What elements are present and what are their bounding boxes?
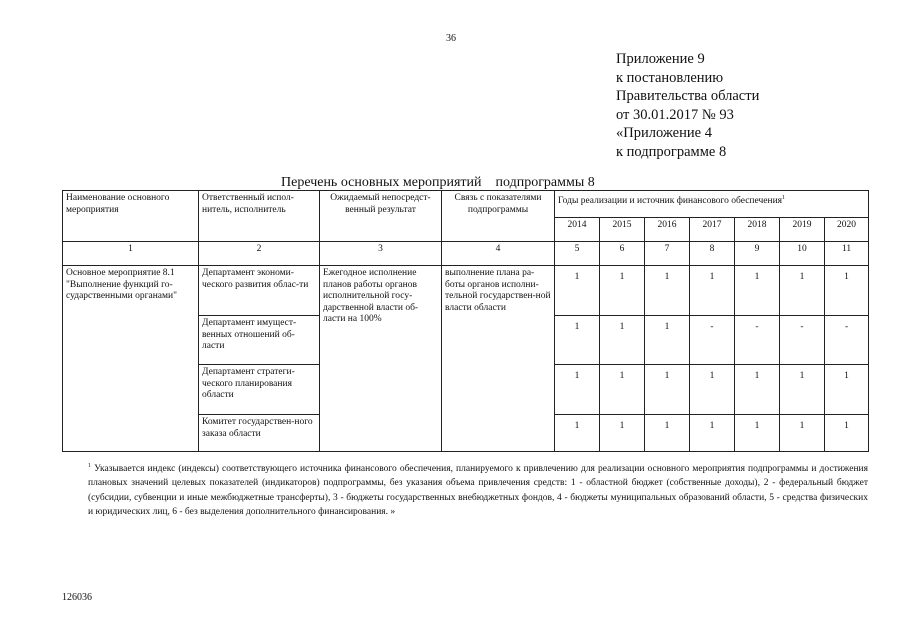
column-number: 5 (555, 242, 600, 266)
appendix-line: Правительства области (616, 88, 760, 104)
page-number: 36 (446, 33, 456, 44)
header-name: Наименование основного мероприятия (63, 191, 199, 242)
appendix-line: от 30.01.2017 № 93 (616, 106, 734, 123)
column-number: 10 (780, 242, 825, 266)
value-cell: 1 (690, 266, 735, 316)
column-number: 11 (825, 242, 869, 266)
value-cell: 1 (600, 415, 645, 452)
executor-cell: Департамент имущест-венных отношений об-ласти (199, 316, 320, 365)
year-header: 2014 (555, 218, 600, 242)
footnote-marker: 1 (88, 463, 91, 469)
column-number: 9 (735, 242, 780, 266)
footnote (62, 459, 868, 519)
value-cell: - (735, 316, 780, 365)
header-years-group (555, 191, 869, 218)
value-cell: 1 (555, 415, 600, 452)
year-header: 2018 (735, 218, 780, 242)
footnote-ref: 1 (782, 195, 786, 201)
value-cell: 1 (645, 415, 690, 452)
year-header: 2020 (825, 218, 869, 242)
appendix-line: к подпрограмме 8 (616, 143, 727, 160)
year-header: 2015 (600, 218, 645, 242)
value-cell: 1 (690, 415, 735, 452)
year-header: 2017 (690, 218, 735, 242)
appendix-header (616, 50, 759, 161)
value-cell: 1 (825, 365, 869, 415)
value-cell: 1 (645, 316, 690, 365)
table-row (63, 266, 869, 316)
value-cell: 1 (555, 316, 600, 365)
value-cell: - (780, 316, 825, 365)
expected-result: Ежегодное исполнение планов работы органов исполнительной госу-дарственной власти об-ласти на 100% (320, 266, 442, 452)
column-number: 1 (63, 242, 199, 266)
column-number: 6 (600, 242, 645, 266)
year-header: 2016 (645, 218, 690, 242)
measure-name: Основное мероприятие 8.1 "Выполнение функций го-сударственными органами" (63, 266, 199, 452)
value-cell: 1 (780, 415, 825, 452)
column-number: 8 (690, 242, 735, 266)
value-cell: 1 (735, 365, 780, 415)
value-cell: 1 (690, 365, 735, 415)
appendix-line: к постановлению (616, 69, 724, 86)
document-code: 126036 (62, 592, 92, 603)
value-cell: 1 (780, 365, 825, 415)
header-result: Ожидаемый непосредст-венный результат (320, 191, 442, 242)
value-cell: 1 (735, 266, 780, 316)
value-cell: - (825, 316, 869, 365)
executor-cell: Комитет государствен-ного заказа области (199, 415, 320, 452)
value-cell: 1 (780, 266, 825, 316)
column-number: 4 (442, 242, 555, 266)
header-years-group-label: Годы реализации и источник финансового обеспечения (558, 196, 783, 207)
value-cell: 1 (645, 266, 690, 316)
column-number: 3 (320, 242, 442, 266)
value-cell: 1 (600, 316, 645, 365)
header-link: Связь с показателями подпрограммы (442, 191, 555, 242)
indicator-link: выполнение плана ра-боты органов исполни-тельной государствен-ной власти области (442, 266, 555, 452)
header-executor: Ответственный испол-нитель, исполнитель (199, 191, 320, 242)
value-cell: 1 (825, 266, 869, 316)
measures-table (62, 190, 869, 452)
value-cell: 1 (600, 266, 645, 316)
column-number: 2 (199, 242, 320, 266)
value-cell: 1 (555, 266, 600, 316)
value-cell: 1 (645, 365, 690, 415)
value-cell: 1 (735, 415, 780, 452)
value-cell: 1 (600, 365, 645, 415)
table-title: Перечень основных мероприятий подпрограммы 8 (281, 175, 595, 190)
value-cell: - (690, 316, 735, 365)
executor-cell: Департамент экономи-ческого развития облас-ти (199, 266, 320, 316)
executor-cell: Департамент стратеги-ческого планирования области (199, 365, 320, 415)
appendix-line: «Приложение 4 (616, 125, 712, 141)
appendix-line: Приложение 9 (616, 51, 705, 67)
footnote-text: Указывается индекс (индексы) соответствующего источника финансового обеспечения, планируемого к привлечению для реализации основного мероприятия подпрограммы и достижения плановых значений целевых показателей (индикаторов) подпрограммы, без указания объема привлечения средств: 1 - областной бюджет (собственные доходы), 2 - федеральный бюджет (субсидии, субвенции и иные межбюджетные трансферты), 3 - бюджеты государственных внебюджетных фондов, 4 - бюджеты муниципальных образований области, 5 - средства физических и юридических лиц, 6 - без выделения дополнительного финансирования. » (88, 464, 868, 518)
value-cell: 1 (555, 365, 600, 415)
value-cell: 1 (825, 415, 869, 452)
column-number: 7 (645, 242, 690, 266)
year-header: 2019 (780, 218, 825, 242)
